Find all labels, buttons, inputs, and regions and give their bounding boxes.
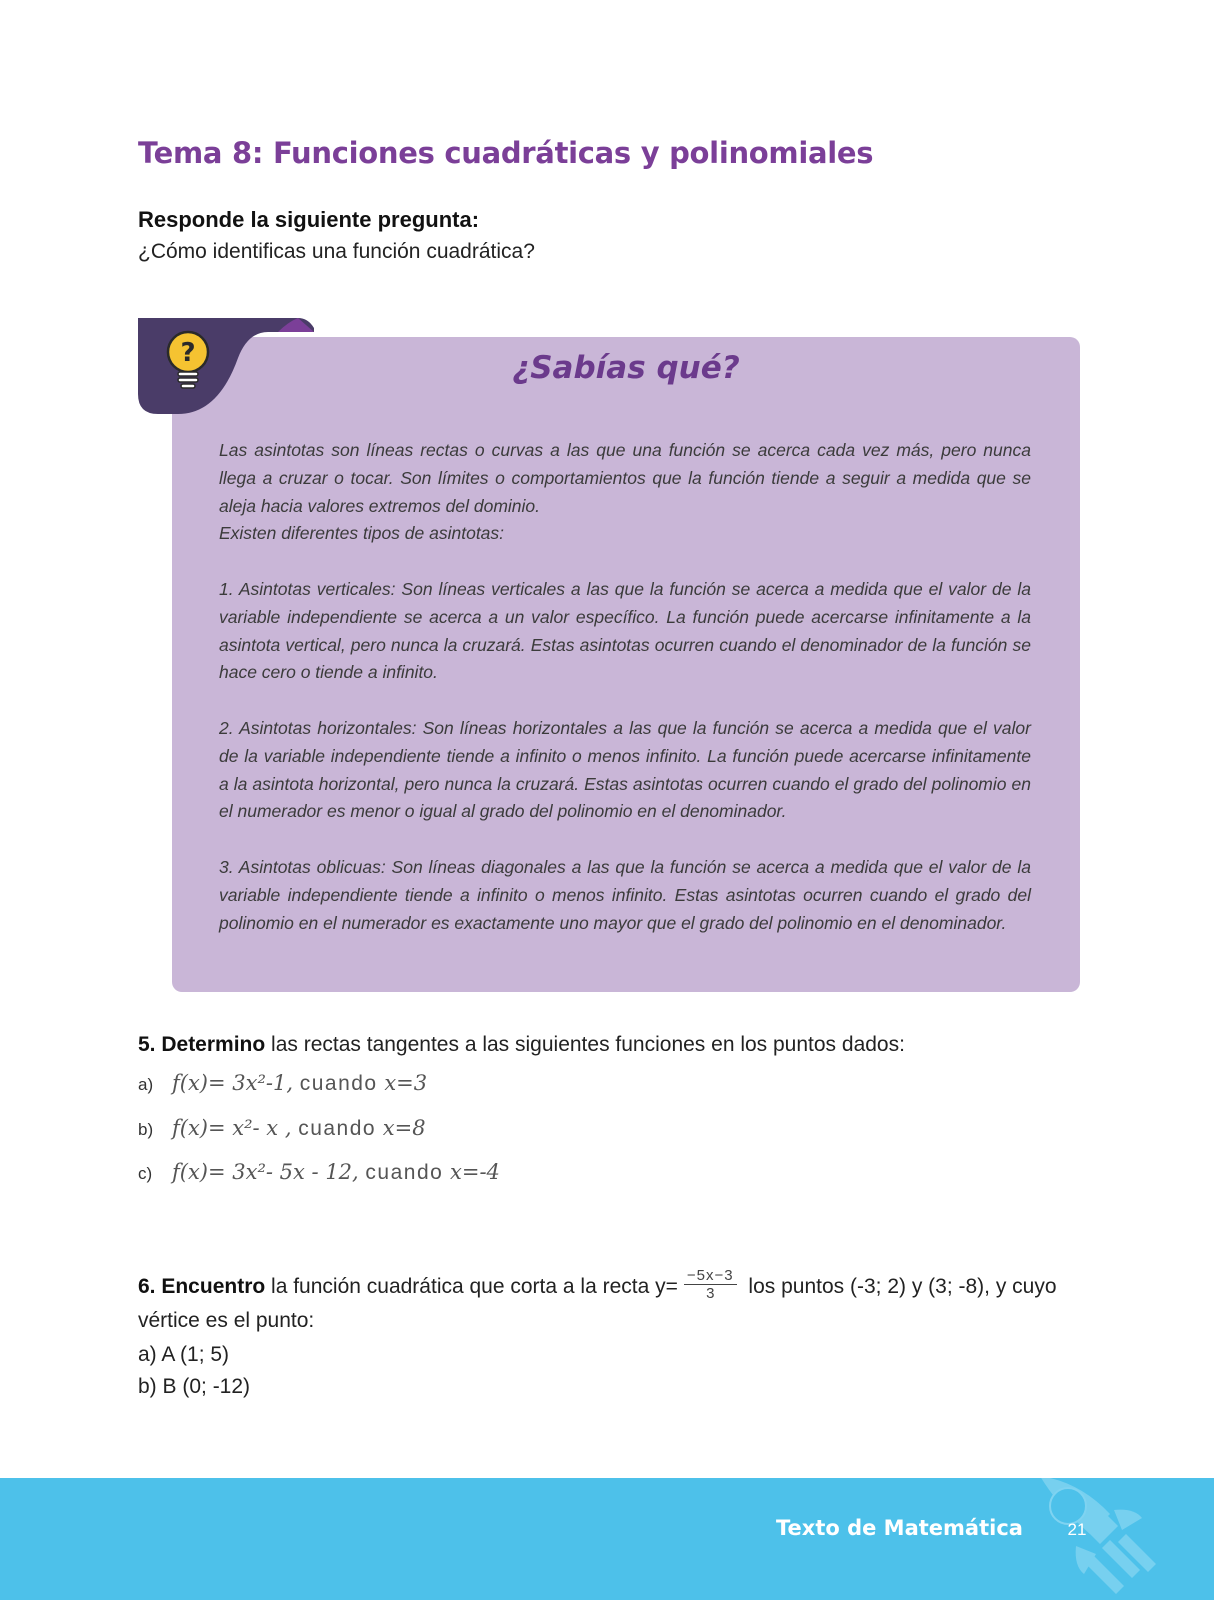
sabias-que-body <box>219 437 1031 937</box>
exercise-6-text-before: la función cuadrática que corta a la recta y= <box>265 1275 678 1299</box>
asintotas-types: Existen diferentes tipos de asintotas: <box>219 523 505 544</box>
exercise-6-option-b: b) B (0; -12) <box>138 1375 251 1398</box>
item-label: b) <box>138 1120 154 1139</box>
question-text: ¿Cómo identificas una función cuadrática? <box>138 240 535 263</box>
exercise-5-item-b <box>138 1116 426 1141</box>
exercise-5-item-c <box>138 1160 500 1185</box>
sabias-que-title: ¿Sabías qué? <box>512 350 740 386</box>
asintotas-vertical: 1. Asintotas verticales: Son líneas verticales a las que la función se acerca a medida que el valor de la variable independiente se acerca a un valor específico. La función puede acercarse infinitamente a la asintota vertical, pero nunca la cruzará. Estas asintotas ocurren cuando el denominador de la función se hace cero o tiende a infinito. <box>219 578 1031 683</box>
item-expression: f(x)= 3x²- 5x - 12, <box>172 1160 359 1184</box>
exercise-5-statement <box>138 1033 905 1057</box>
item-word: cuando <box>299 1072 378 1095</box>
exercise-5-text: las rectas tangentes a las siguientes funciones en los puntos dados: <box>265 1033 905 1056</box>
fraction-numerator: −5x−3 <box>684 1267 737 1285</box>
footer-book-title: Texto de Matemática <box>776 1516 1023 1540</box>
item-condition: x=8 <box>382 1116 426 1140</box>
item-condition: x=-4 <box>450 1160 500 1184</box>
item-word: cuando <box>298 1117 377 1140</box>
question-heading: Responde la siguiente pregunta: <box>138 207 480 232</box>
asintotas-horizontal: 2. Asintotas horizontales: Son líneas horizontales a las que la función se acerca a medida que el valor de la variable independiente tiende a infinito o menos infinito. La función puede acercarse infinitamente a la asintota horizontal, pero nunca la cruzará. Estas asintotas ocurren cuando el grado del polinomio en el numerador es menor o igual al grado del polinomio en el denominador. <box>219 717 1031 822</box>
exercise-5-item-a <box>138 1071 427 1096</box>
fraction-denominator: 3 <box>706 1285 715 1302</box>
item-label: c) <box>138 1164 153 1183</box>
svg-text:?: ? <box>180 338 196 368</box>
exercise-6-statement <box>138 1267 1080 1337</box>
page-number: 21 <box>1067 1520 1087 1539</box>
fraction <box>684 1267 737 1302</box>
exercise-6-number: 6. Encuentro <box>138 1275 266 1299</box>
item-label: a) <box>138 1075 154 1094</box>
asintotas-oblicua: 3. Asintotas oblicuas: Son líneas diagonales a las que la función se acerca a medida que el valor de la variable independiente tiende a infinito o menos infinito. Estas asintotas ocurren cuando el grado del polinomio en el numerador es exactamente uno mayor que el grado del polinomio en el denominador. <box>219 856 1031 933</box>
item-expression: f(x)= x²- x , <box>172 1116 292 1140</box>
asintotas-intro: Las asintotas son líneas rectas o curvas a las que una función se acerca cada vez más, pero nunca llega a cruzar o tocar. Son límites o comportamientos que la función tiende a seguir a medida que se aleja hacia valores extremos del dominio. <box>219 440 1031 516</box>
page-title: Tema 8: Funciones cuadráticas y polinomiales <box>138 136 874 170</box>
exercise-6-option-a: a) A (1; 5) <box>138 1343 230 1366</box>
exercise-5-number: 5. Determino <box>138 1033 266 1056</box>
rocket-icon <box>1030 1478 1180 1600</box>
item-condition: x=3 <box>384 1071 428 1095</box>
item-word: cuando <box>365 1161 444 1184</box>
page-footer <box>0 1478 1214 1600</box>
item-expression: f(x)= 3x²-1, <box>172 1071 294 1095</box>
exercise-6-text-after: los puntos (-3; 2) y (3; -8), y cuyo vértice es el punto: <box>138 1275 1057 1332</box>
